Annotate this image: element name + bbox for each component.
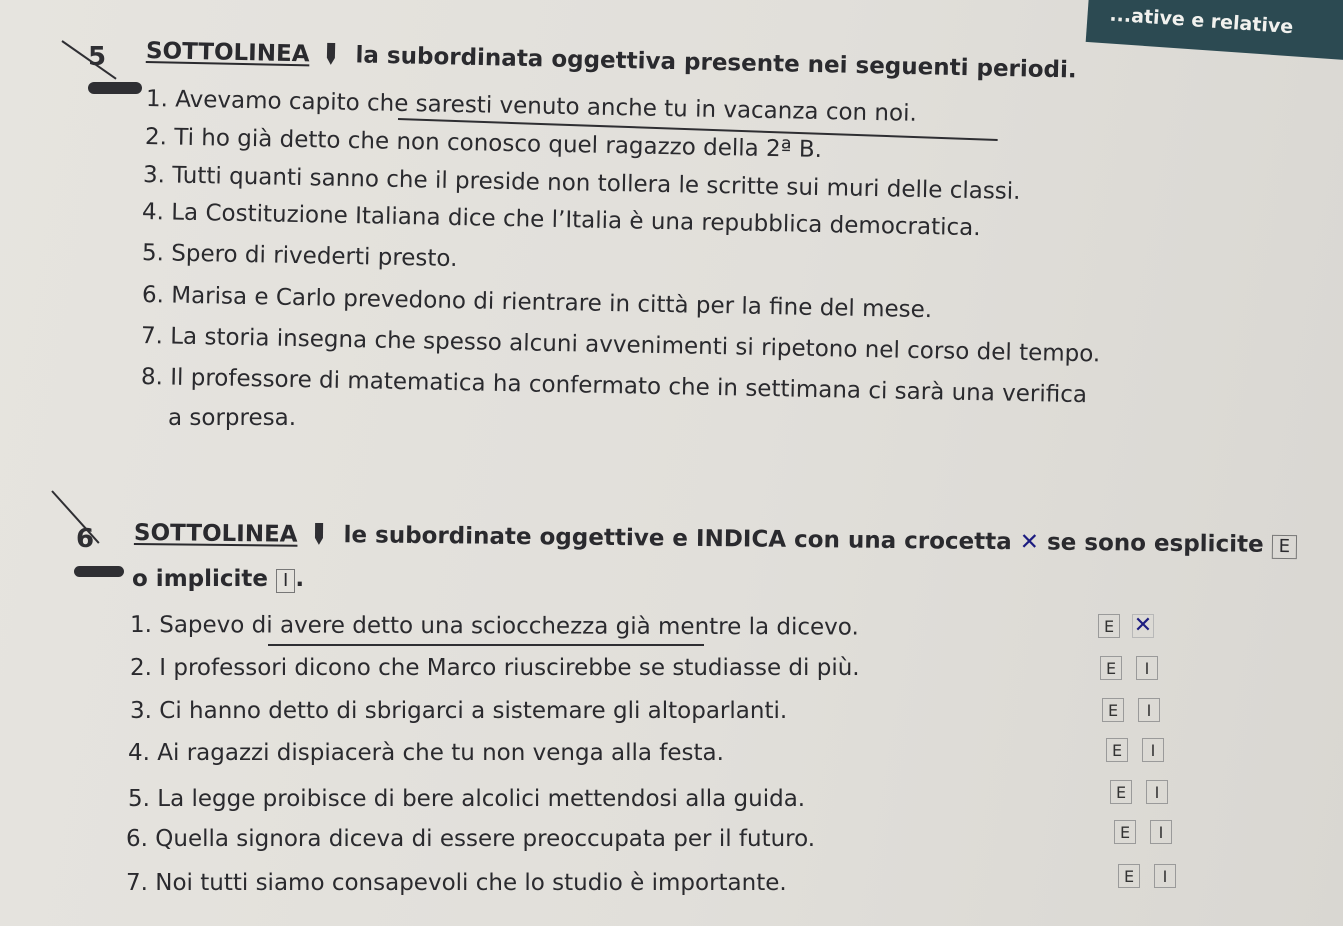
exercise-6-instruction-text-3: o implicite xyxy=(132,566,269,592)
ex5-item-4-number: 4. xyxy=(141,199,165,226)
explicit-legend-box: E xyxy=(1271,535,1297,559)
ex6-item-1-number: 1. xyxy=(129,612,152,639)
ex5-item-5-number: 5. xyxy=(141,240,165,267)
ex5-item-2-number: 2. xyxy=(144,124,168,151)
ex5-item-7-text: La storia insegna che spesso alcuni avvenimenti si ripetono nel corso del tempo. xyxy=(170,323,1101,368)
exercise-6-keyword: SOTTOLINEA xyxy=(133,520,298,548)
implicit-legend-box: I xyxy=(276,569,295,593)
ex5-item-1 xyxy=(146,86,917,127)
ex5-item-7-number: 7. xyxy=(140,323,164,350)
ex6-item-7-explicit-box[interactable]: E xyxy=(1118,864,1140,888)
section-tab xyxy=(1086,0,1343,63)
ex6-item-4-implicit-box[interactable]: I xyxy=(1142,738,1164,762)
exercise-6-instruction-end: . xyxy=(295,566,305,592)
ex5-item-3-number: 3. xyxy=(142,162,166,189)
section-tab-label: ...ative e relative xyxy=(1108,3,1294,39)
ex6-item-3-implicit-box[interactable]: I xyxy=(1138,698,1160,722)
ex5-item-6 xyxy=(142,282,933,323)
pencil-icon xyxy=(311,523,325,545)
ex6-item-1-underline xyxy=(268,644,704,646)
ex5-item-5 xyxy=(142,240,458,272)
ex6-item-5-number: 5. xyxy=(128,786,150,812)
ex6-item-6-text: Quella signora diceva di essere preoccupata per il futuro. xyxy=(155,826,816,852)
ex6-item-3-number: 3. xyxy=(130,698,152,724)
ex6-item-5-text: La legge proibisce di bere alcolici mettendosi alla guida. xyxy=(157,786,806,812)
ex5-item-6-number: 6. xyxy=(141,282,165,309)
ex6-item-3 xyxy=(130,698,787,724)
ex6-item-6-implicit-box[interactable]: I xyxy=(1150,820,1172,844)
exercise-5-keyword: SOTTOLINEA xyxy=(145,38,310,68)
ex6-item-2-text: I professori dicono che Marco riuscirebbe se studiasse di più. xyxy=(159,655,860,681)
ex6-item-4 xyxy=(128,740,724,766)
ex6-item-1-implicit-box[interactable]: ✕ xyxy=(1133,613,1153,638)
ex6-item-4-number: 4. xyxy=(128,740,150,766)
exercise-6-instruction xyxy=(134,520,1297,559)
ex6-item-1-explicit-box[interactable]: E xyxy=(1098,614,1120,638)
ex5-item-4-text: La Costituzione Italiana dice che l’Italia è una repubblica democratica. xyxy=(171,199,981,242)
exercise-5-instruction-text: la subordinata oggettiva presente nei seguenti periodi. xyxy=(355,42,1077,84)
ex6-item-7-number: 7. xyxy=(126,870,148,896)
ex5-item-5-text: Spero di rivederti presto. xyxy=(171,240,458,273)
ex5-item-1-text: Avevamo capito che saresti venuto anche tu in vacanza con noi. xyxy=(175,86,918,127)
ex5-item-3 xyxy=(143,162,1021,205)
ex6-item-5-implicit-box[interactable]: I xyxy=(1146,780,1168,804)
exercise-6-instruction-text: le subordinate oggettive e INDICA con una crocetta xyxy=(343,522,1012,556)
ex6-item-4-text: Ai ragazzi dispiacerà che tu non venga alla festa. xyxy=(157,740,724,766)
ex5-item-8 xyxy=(141,364,1087,408)
ex6-item-2-explicit-box[interactable]: E xyxy=(1100,656,1122,680)
ex5-item-1-number: 1. xyxy=(145,86,169,113)
exercise-6-marker xyxy=(74,566,124,577)
exercise-5-instruction xyxy=(146,38,1077,83)
ex6-item-6-explicit-box[interactable]: E xyxy=(1114,820,1136,844)
ex6-item-2-number: 2. xyxy=(130,655,152,681)
exercise-6-instruction-text-2: se sono esplicite xyxy=(1046,529,1264,558)
ex6-item-4-explicit-box[interactable]: E xyxy=(1106,738,1128,762)
ex6-item-2-implicit-box[interactable]: I xyxy=(1136,656,1158,680)
pencil-icon xyxy=(323,43,337,65)
ex6-item-2 xyxy=(130,655,860,681)
ex5-item-4 xyxy=(142,199,981,241)
ex6-item-1 xyxy=(130,612,859,641)
exercise-5-marker xyxy=(88,82,142,94)
ex5-item-8-continuation xyxy=(168,405,296,431)
ex5-item-8-number: 8. xyxy=(140,364,164,391)
ex6-item-5-explicit-box[interactable]: E xyxy=(1110,780,1132,804)
ex5-item-6-text: Marisa e Carlo prevedono di rientrare in città per la fine del mese. xyxy=(171,282,933,324)
ex6-item-7 xyxy=(126,870,787,896)
exercise-6-number: 6 xyxy=(76,524,95,554)
ex6-item-5 xyxy=(128,786,805,812)
ex6-item-1-text: Sapevo di avere detto una sciocchezza già mentre la dicevo. xyxy=(159,612,859,641)
cross-mark-icon: ✕ xyxy=(1019,529,1040,556)
ex5-item-7 xyxy=(141,323,1101,367)
ex6-item-6 xyxy=(126,826,815,852)
exercise-6-instruction-line-2 xyxy=(132,566,304,593)
ex6-item-3-explicit-box[interactable]: E xyxy=(1102,698,1124,722)
exercise-5-number: 5 xyxy=(88,42,107,72)
ex5-item-3-text: Tutti quanti sanno che il preside non tollera le scritte sui muri delle classi. xyxy=(172,162,1021,205)
ex5-item-8-text: Il professore di matematica ha confermato che in settimana ci sarà una verifica xyxy=(170,364,1088,409)
ex6-item-7-implicit-box[interactable]: I xyxy=(1154,864,1176,888)
ex5-item-2-text: Ti ho già detto che non conosco quel ragazzo della 2ª B. xyxy=(174,124,823,163)
ex6-item-3-text: Ci hanno detto di sbrigarci a sistemare gli altoparlanti. xyxy=(159,698,788,724)
ex6-item-6-number: 6. xyxy=(126,826,148,852)
ex6-item-7-text: Noi tutti siamo consapevoli che lo studio è importante. xyxy=(155,870,787,896)
ex5-item-8-continuation-text: a sorpresa. xyxy=(168,405,297,431)
